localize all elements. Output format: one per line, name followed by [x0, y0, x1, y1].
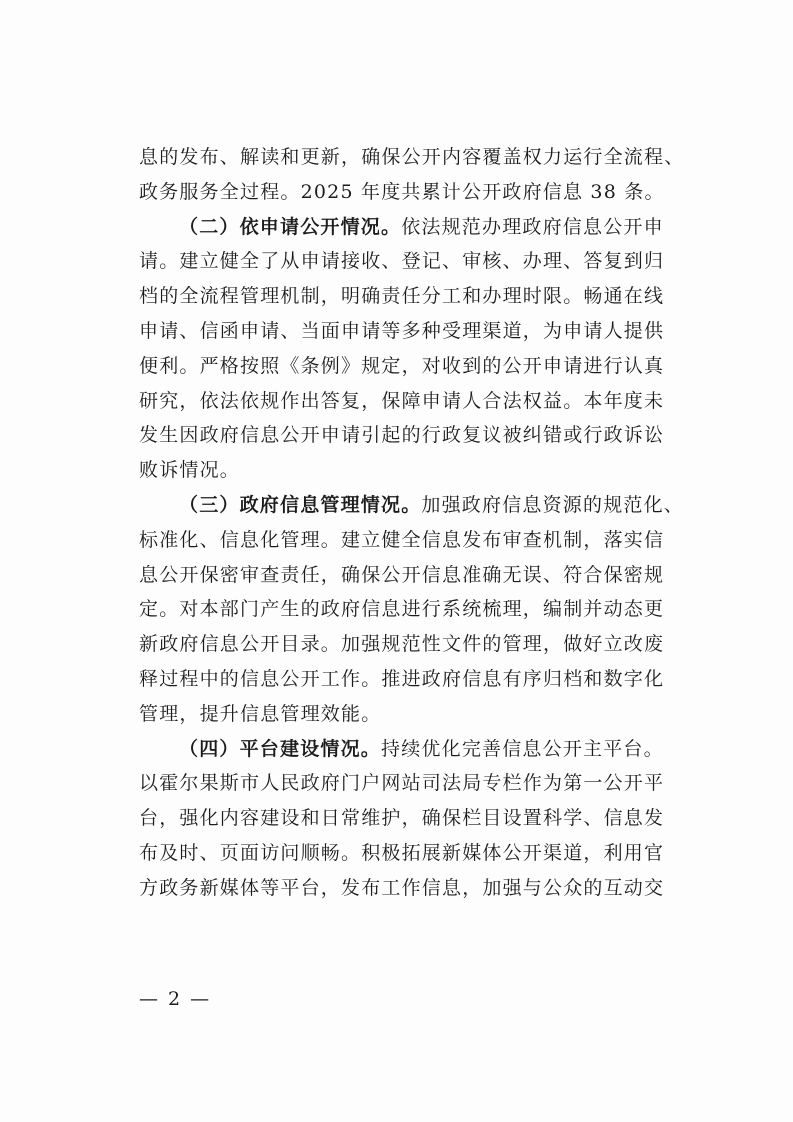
paragraph4-line: 以霍尔果斯市人民政府门户网站司法局专栏作为第一公开平 — [139, 772, 665, 795]
paragraph4-line: 方政务新媒体等平台，发布工作信息，加强与公众的互动交 — [139, 876, 665, 899]
paragraph2-line: 档的全流程管理机制，明确责任分工和办理时限。畅通在线 — [139, 285, 665, 308]
page-number: — 2 — — [139, 988, 212, 1010]
paragraph2-first-line-text: 依法规范办理政府信息公开申 — [401, 215, 664, 238]
body-text — [139, 140, 685, 906]
paragraph3-line: 新政府信息公开目录。加强规范性文件的管理，做好立改废 — [139, 633, 665, 656]
paragraph3-line: 释过程中的信息公开工作。推进政府信息有序归档和数字化 — [139, 667, 665, 690]
paragraph3-first-line — [139, 488, 685, 523]
paragraph3-line: 息公开保密审查责任，确保公开信息准确无误、符合保密规 — [139, 563, 665, 586]
paragraph2-line: 申请、信函申请、当面申请等多种受理渠道，为申请人提供 — [139, 319, 665, 342]
paragraph2-line: 研究，依法依规作出答复，保障申请人合法权益。本年度未 — [139, 389, 665, 412]
paragraph2-line: 发生因政府信息公开申请引起的行政复议被纠错或行政诉讼 — [139, 424, 665, 447]
paragraph3-line: 管理，提升信息管理效能。 — [139, 702, 382, 725]
paragraph3-first-line-text: 加强政府信息资源的规范化、 — [421, 493, 685, 516]
paragraph3-heading: （三）政府信息管理情况。 — [179, 493, 422, 516]
paragraph2-line: 败诉情况。 — [139, 459, 241, 482]
paragraph4-first-line-text: 持续优化完善信息公开主平台。 — [381, 737, 664, 760]
paragraph4-heading: （四）平台建设情况。 — [179, 737, 382, 760]
paragraph2-first-line — [139, 210, 664, 245]
paragraph1-line-2: 政务服务全过程。2025 年度共累计公开政府信息 38 条。 — [139, 180, 665, 203]
paragraph2-line: 请。建立健全了从申请接收、登记、审核、办理、答复到归 — [139, 250, 665, 273]
paragraph3-line: 定。对本部门产生的政府信息进行系统梳理，编制并动态更 — [139, 598, 665, 621]
paragraph4-line: 台，强化内容建设和日常维护，确保栏目设置科学、信息发 — [139, 807, 665, 830]
paragraph4-first-line — [139, 732, 664, 767]
paragraph2-heading: （二）依申请公开情况。 — [179, 215, 402, 238]
paragraph2-line: 便利。严格按照《条例》规定，对收到的公开申请进行认真 — [139, 354, 665, 377]
paragraph1-line-1: 息的发布、解读和更新，确保公开内容覆盖权力运行全流程、 — [139, 146, 685, 168]
paragraph4-line: 布及时、页面访问顺畅。积极拓展新媒体公开渠道，利用官 — [139, 841, 665, 864]
paragraph3-line: 标准化、信息化管理。建立健全信息发布审查机制，落实信 — [139, 528, 665, 551]
